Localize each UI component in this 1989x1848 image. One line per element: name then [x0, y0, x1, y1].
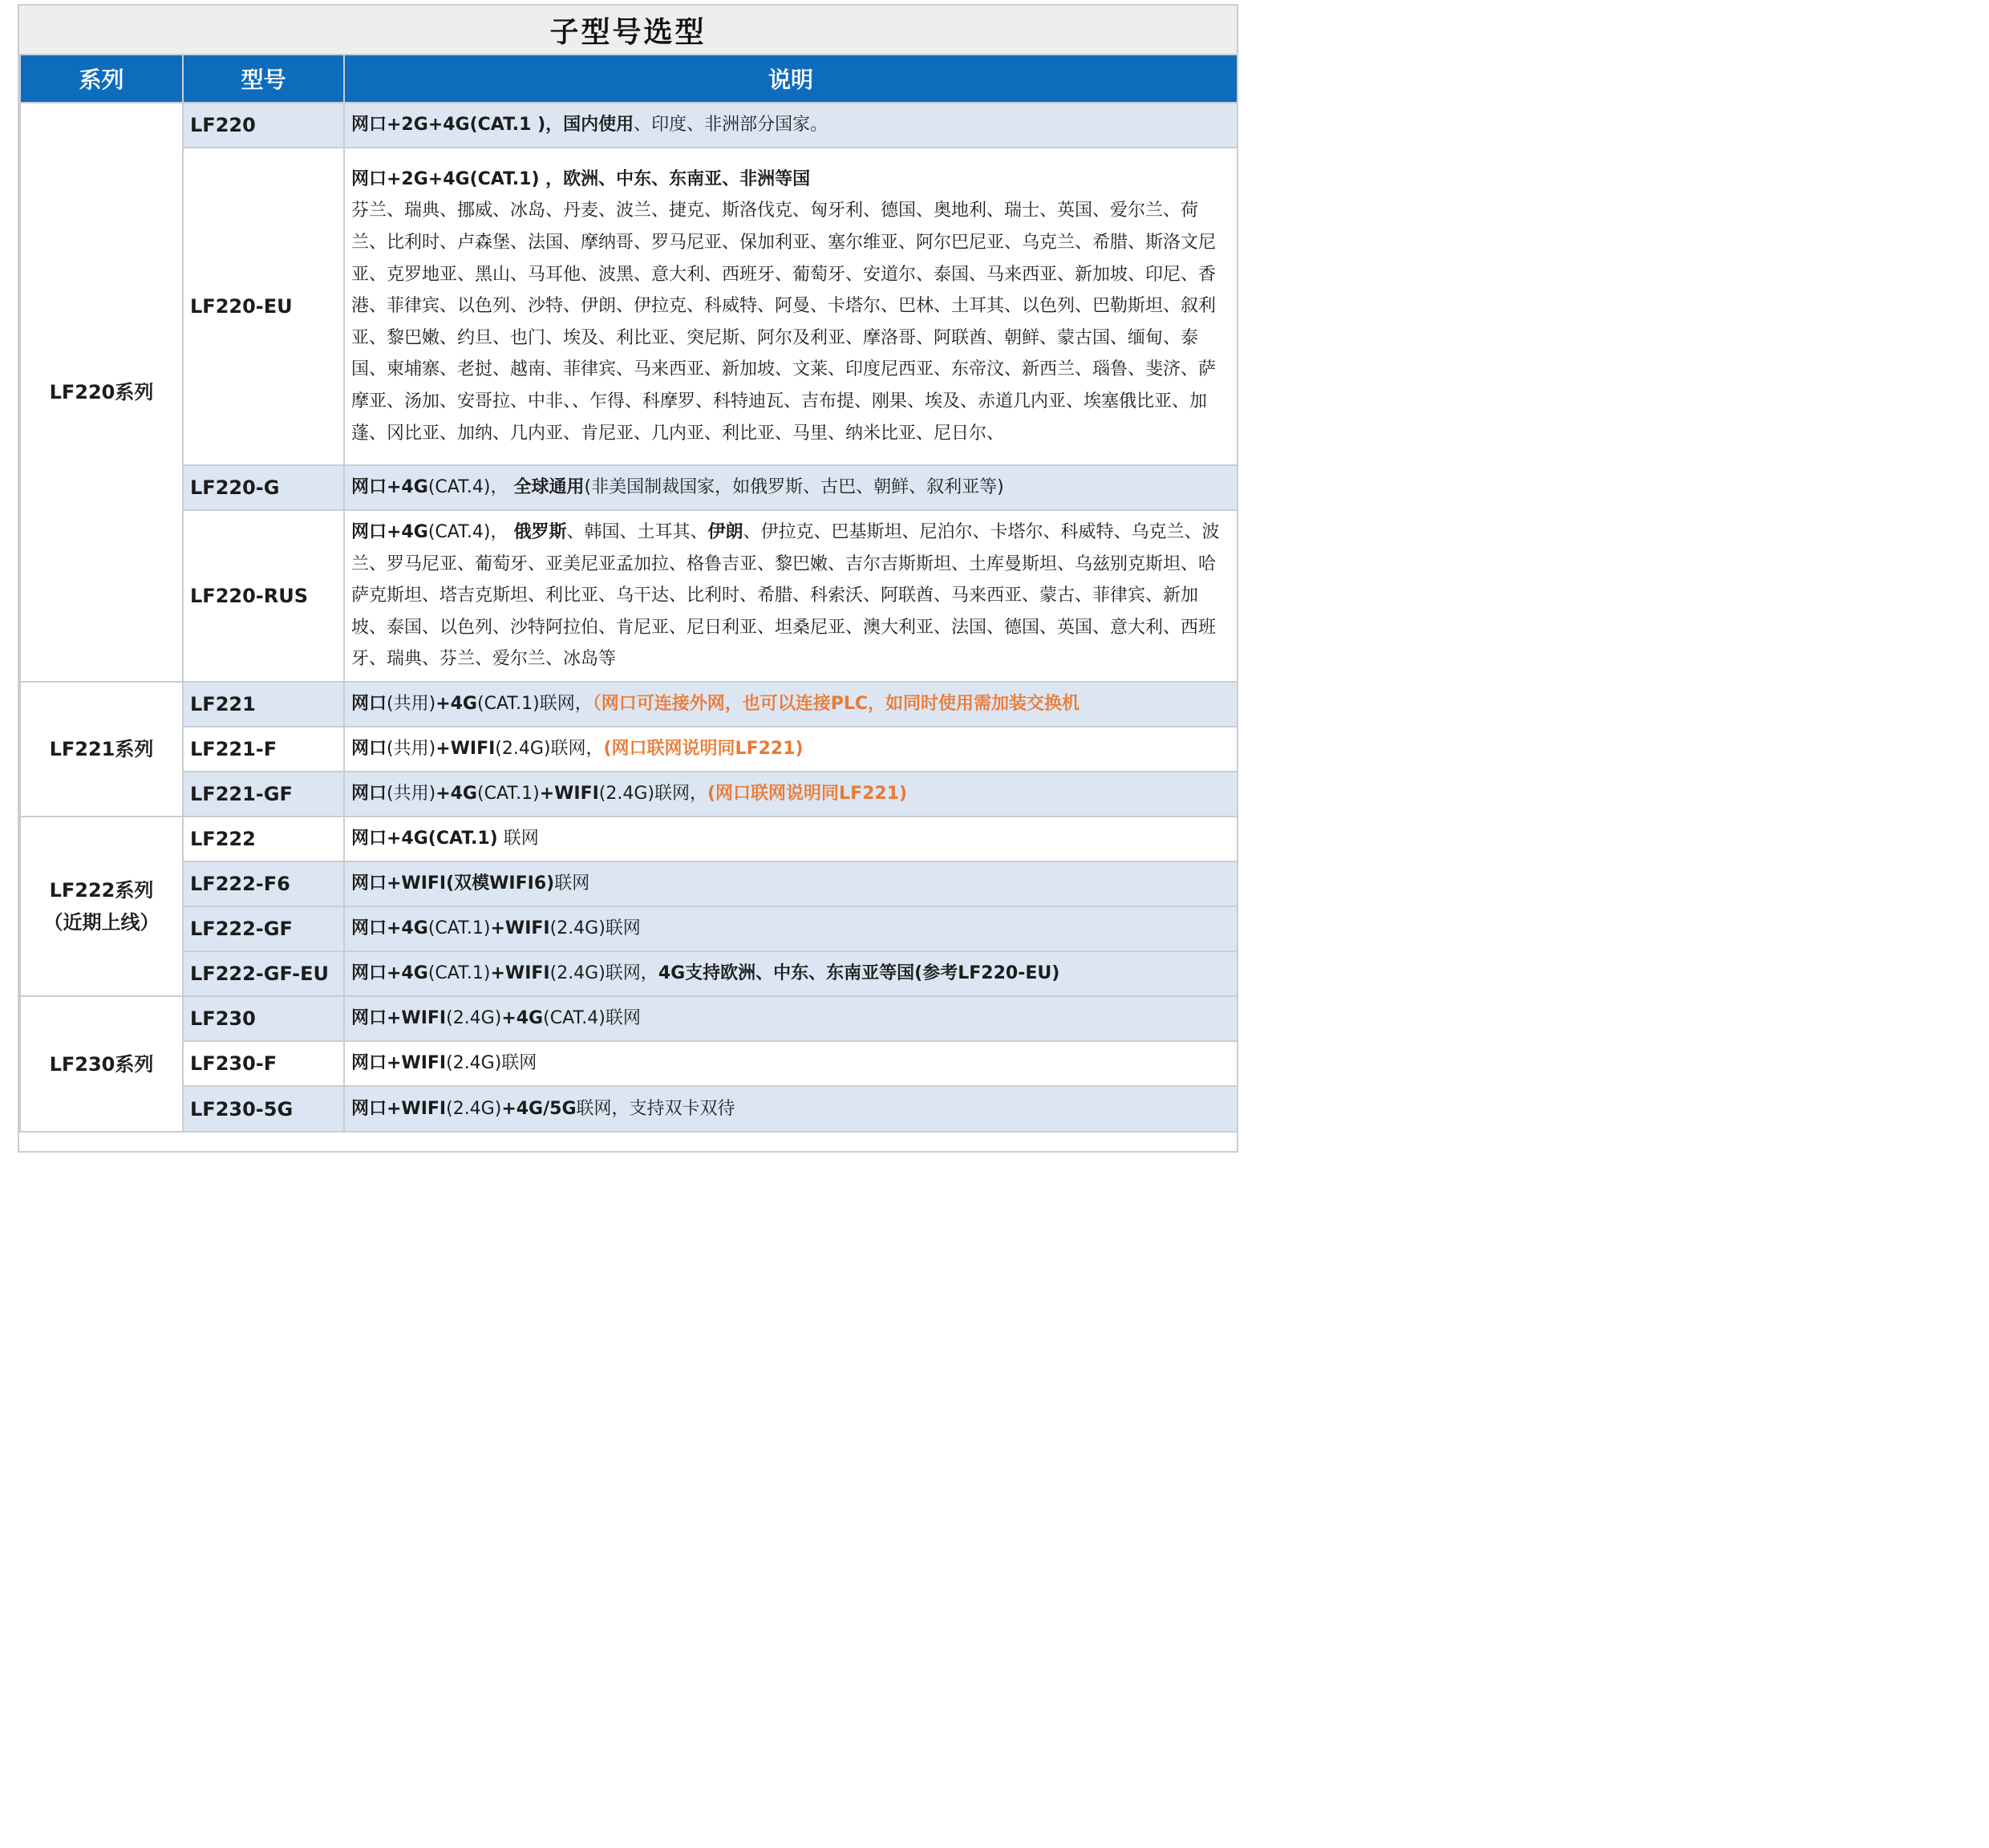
table-row — [20, 951, 1238, 996]
table-row — [20, 1086, 1238, 1132]
description-cell: 网口+4G(CAT.4)， 俄罗斯、韩国、土耳其、伊朗、伊拉克、巴基斯坦、尼泊尔、卡塔尔、科威特、乌克兰、波兰、罗马尼亚、葡萄牙、亚美尼亚孟加拉、格鲁吉亚、黎巴嫩、吉尔吉斯斯坦、土库曼斯坦、乌兹别克斯坦、哈萨克斯坦、塔吉克斯坦、利比亚、乌干达、比利时、希腊、科索沃、阿联酋、马来西亚、蒙古、菲律宾、新加坡、泰国、以色列、沙特阿拉伯、肯尼亚、尼日利亚、坦桑尼亚、澳大利亚、法国、德国、英国、意大利、西班牙、瑞典、芬兰、爱尔兰、冰岛等 — [344, 510, 1238, 682]
description-cell: 网口+4G(CAT.1) 联网 — [344, 817, 1238, 861]
model-cell: LF222 — [183, 817, 344, 861]
model-table — [19, 55, 1238, 1133]
table-row — [20, 906, 1238, 951]
description-cell: 网口+2G+4G(CAT.1) ，欧洲、中东、东南亚、非洲等国 芬兰、瑞典、挪威、冰岛、丹麦、波兰、捷克、斯洛伐克、匈牙利、德国、奥地利、瑞士、英国、爱尔兰、荷兰、比利时、卢森堡、法国、摩纳哥、罗马尼亚、保加利亚、塞尔维亚、阿尔巴尼亚、乌克兰、希腊、斯洛文尼亚、克罗地亚、黑山、马耳他、波黑、意大利、西班牙、葡萄牙、安道尔、泰国、马来西亚、新加坡、印尼、香港、菲律宾、以色列、沙特、伊朗、伊拉克、科威特、阿曼、卡塔尔、巴林、土耳其、以色列、巴勒斯坦、叙利亚、黎巴嫩、约旦、也门、埃及、利比亚、突尼斯、阿尔及利亚、摩洛哥、阿联酋、朝鲜、蒙古国、缅甸、泰国、柬埔寨、老挝、越南、菲律宾、马来西亚、新加坡、文莱、印度尼西亚、东帝汶、新西兰、瑙鲁、斐济、萨摩亚、汤加、安哥拉、中非、、乍得、科摩罗、科特迪瓦、吉布提、刚果、埃及、赤道几内亚、埃塞俄比亚、加蓬、冈比亚、加纳、几内亚、肯尼亚、几内亚、利比亚、马里、纳米比亚、尼日尔、 — [344, 148, 1238, 465]
description-cell: 网口(共用)+4G(CAT.1)+WIFI(2.4G)联网，(网口联网说明同LF221) — [344, 772, 1238, 817]
series-lf222-note: （近期上线） — [43, 911, 160, 934]
series-cell-lf220: LF220系列 — [20, 103, 183, 682]
header-model: 型号 — [183, 55, 344, 103]
table-row — [20, 817, 1238, 861]
description-cell: 网口+WIFI(2.4G)+4G(CAT.4)联网 — [344, 996, 1238, 1041]
table-row — [20, 727, 1238, 772]
series-lf222-name: LF222系列 — [49, 879, 154, 902]
model-cell: LF230-5G — [183, 1086, 344, 1132]
series-cell-lf230: LF230系列 — [20, 996, 183, 1132]
description-cell: 网口(共用)+WIFI(2.4G)联网，(网口联网说明同LF221) — [344, 727, 1238, 772]
model-cell: LF221-F — [183, 727, 344, 772]
description-cell: 网口+WIFI(双模WIFI6)联网 — [344, 861, 1238, 906]
description-cell: 网口+2G+4G(CAT.1 )，国内使用、印度、非洲部分国家。 — [344, 103, 1238, 148]
table-row — [20, 772, 1238, 817]
description-cell: 网口+WIFI(2.4G)+4G/5G联网，支持双卡双待 — [344, 1086, 1238, 1132]
model-cell: LF221 — [183, 682, 344, 727]
table-row — [20, 682, 1238, 727]
series-cell-lf221: LF221系列 — [20, 682, 183, 817]
table-row — [20, 861, 1238, 906]
model-cell: LF221-GF — [183, 772, 344, 817]
model-cell: LF220 — [183, 103, 344, 148]
model-selection-sheet — [18, 4, 1238, 1153]
table-row — [20, 103, 1238, 148]
model-cell: LF220-RUS — [183, 510, 344, 682]
page-title: 子型号选型 — [19, 6, 1237, 55]
description-cell: 网口(共用)+4G(CAT.1)联网，（网口可连接外网，也可以连接PLC，如同时使用需加装交换机 — [344, 682, 1238, 727]
table-row — [20, 465, 1238, 510]
table-row — [20, 510, 1238, 682]
table-row — [20, 148, 1238, 465]
model-cell: LF220-G — [183, 465, 344, 510]
description-cell: 网口+4G(CAT.1)+WIFI(2.4G)联网 — [344, 906, 1238, 951]
model-cell: LF222-GF-EU — [183, 951, 344, 996]
description-cell: 网口+4G(CAT.4)， 全球通用(非美国制裁国家，如俄罗斯、古巴、朝鲜、叙利亚等) — [344, 465, 1238, 510]
model-cell: LF222-GF — [183, 906, 344, 951]
table-row — [20, 1041, 1238, 1086]
model-cell: LF230-F — [183, 1041, 344, 1086]
table-header-row — [20, 55, 1238, 103]
model-cell: LF220-EU — [183, 148, 344, 465]
header-description: 说明 — [344, 55, 1238, 103]
table-row — [20, 996, 1238, 1041]
description-cell: 网口+WIFI(2.4G)联网 — [344, 1041, 1238, 1086]
model-cell: LF230 — [183, 996, 344, 1041]
model-cell: LF222-F6 — [183, 861, 344, 906]
series-cell-lf222 — [20, 817, 183, 996]
description-cell: 网口+4G(CAT.1)+WIFI(2.4G)联网，4G支持欧洲、中东、东南亚等国(参考LF220-EU) — [344, 951, 1238, 996]
header-series: 系列 — [20, 55, 183, 103]
